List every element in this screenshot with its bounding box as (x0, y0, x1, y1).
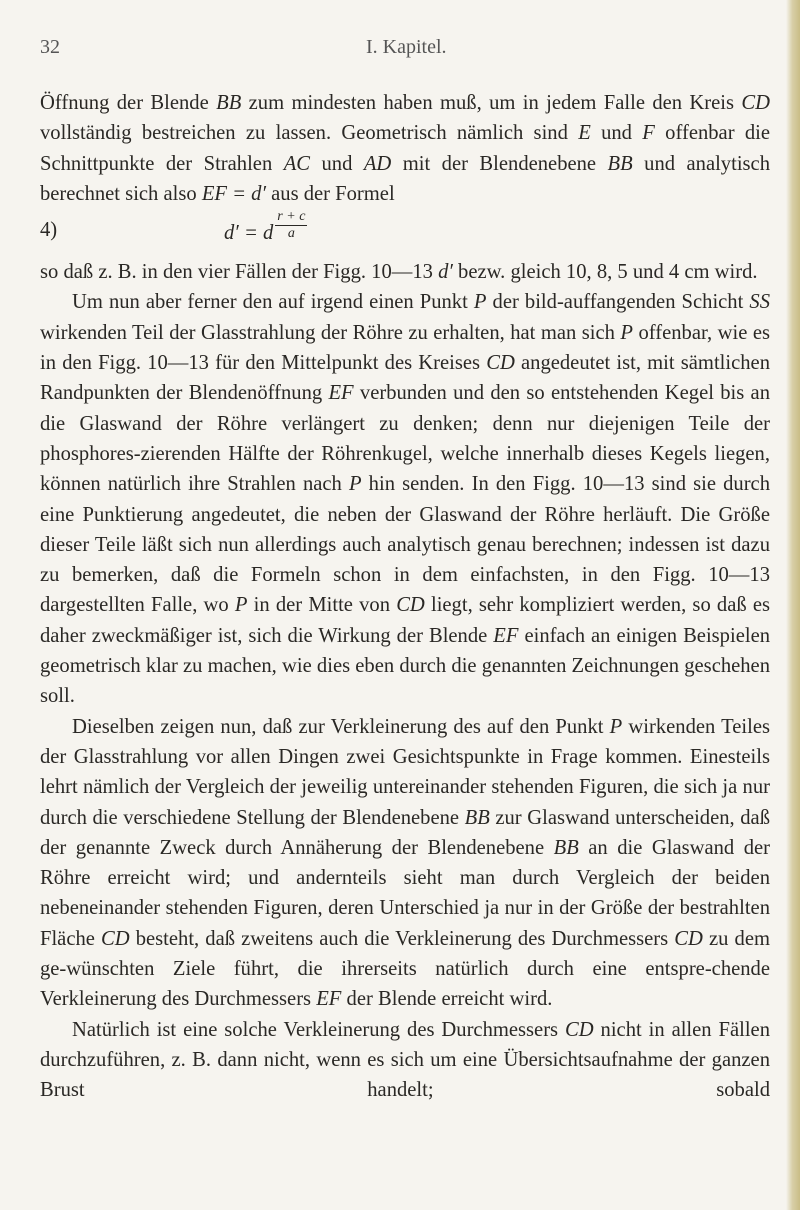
formula-denominator: a (287, 225, 295, 241)
paragraph-2: so daß z. B. in den vier Fällen der Figg. 10—13 d′ bezw. gleich 10, 8, 5 und 4 cm wird. (40, 261, 758, 284)
page-header (0, 36, 800, 66)
paragraph-4: Dieselben zeigen nun, daß zur Verkleinerung des auf den Punkt P wirkenden Teiles der Glasstrahlung vor allen Dingen zwei Gesichtspunkte in Frage kommen. Einesteils lehrt nämlich der Vergleich der jeweilig untereinander stehenden Figuren, die sich ja nur durch die verschiedene Stellung der Blendenebene BB zur Glaswand unterscheiden, daß der genannte Zweck durch Annäherung der Blendenebene BB an die Glaswand der Röhre erreicht wird; und andernteils sieht man durch Vergleich der beiden nebeneinander stehenden Figuren, deren Unterschied ja nur in der Größe der bestrahlten Fläche CD besteht, daß zweitens auch die Verkleinerung des Durchmessers CD zu dem ge-wünschten Ziele führt, die ihrerseits natürlich durch eine entspre-chende Verkleinerung des Durchmessers EF der Blende erreicht wird. (40, 715, 770, 1011)
formula-fraction (275, 209, 307, 242)
paragraph-1: Öffnung der Blende BB zum mindesten haben muß, um in jedem Falle den Kreis CD vollständig bestreichen zu lassen. Geometrisch nämlich sind E und F offenbar die Schnittpunkte der Strahlen AC und AD mit der Blendenebene BB und analytisch berechnet sich also EF = d′ aus der Formel (40, 92, 771, 205)
page-body (40, 88, 770, 1106)
running-title: I. Kapitel. (366, 36, 447, 58)
paragraph-5: Natürlich ist eine solche Verkleinerung des Durchmessers CD nicht in allen Fällen durchzuführen, z. B. dann nicht, wenn es sich um eine Übersichtsaufnahme der ganzen Brust handelt; sobald (40, 1018, 770, 1102)
page-edge-shadow (786, 0, 800, 1210)
paragraph-3: Um nun aber ferner den auf irgend einen Punkt P der bild-auffangenden Schicht SS wirkenden Teil der Glasstrahlung der Röhre zu erhalten, hat man sich P offenbar, wie es in den Figg. 10—13 für den Mittelpunkt des Kreises CD angedeutet ist, mit sämtlichen Randpunkten der Blendenöffnung EF verbunden und den so entstehenden Kegel bis an die Glaswand der Röhre verlängert zu denken; denn nur diejenigen Teile der phosphores-zierenden Hälfte der Röhrenkugel, welche innerhalb dieses Kegels liegen, können natürlich ihre Strahlen nach P hin senden. In den Figg. 10—13 sind sie durch eine Punktierung angedeutet, die neben der Glaswand der Röhre herläuft. Die Größe dieser Teile läßt sich nun allerdings auch analytisch genau berechnen; indessen ist dazu zu bemerken, daß die Formeln schon in dem einfachsten, in den Figg. 10—13 dargestellten Falle, wo P in der Mitte von CD liegt, sehr kompliziert werden, so daß es daher zweckmäßiger ist, sich die Wirkung der Blende EF einfach an einigen Beispielen geometrisch klar zu machen, wie dies eben durch die genannten Zeichnungen geschehen soll. (40, 291, 771, 708)
page-number: 32 (40, 36, 60, 58)
formula-expression (224, 209, 307, 257)
formula-numerator: r + c (277, 208, 306, 224)
formula-4 (40, 209, 770, 257)
formula-lhs: d′ = d (224, 222, 274, 245)
formula-number: 4) (40, 219, 58, 242)
